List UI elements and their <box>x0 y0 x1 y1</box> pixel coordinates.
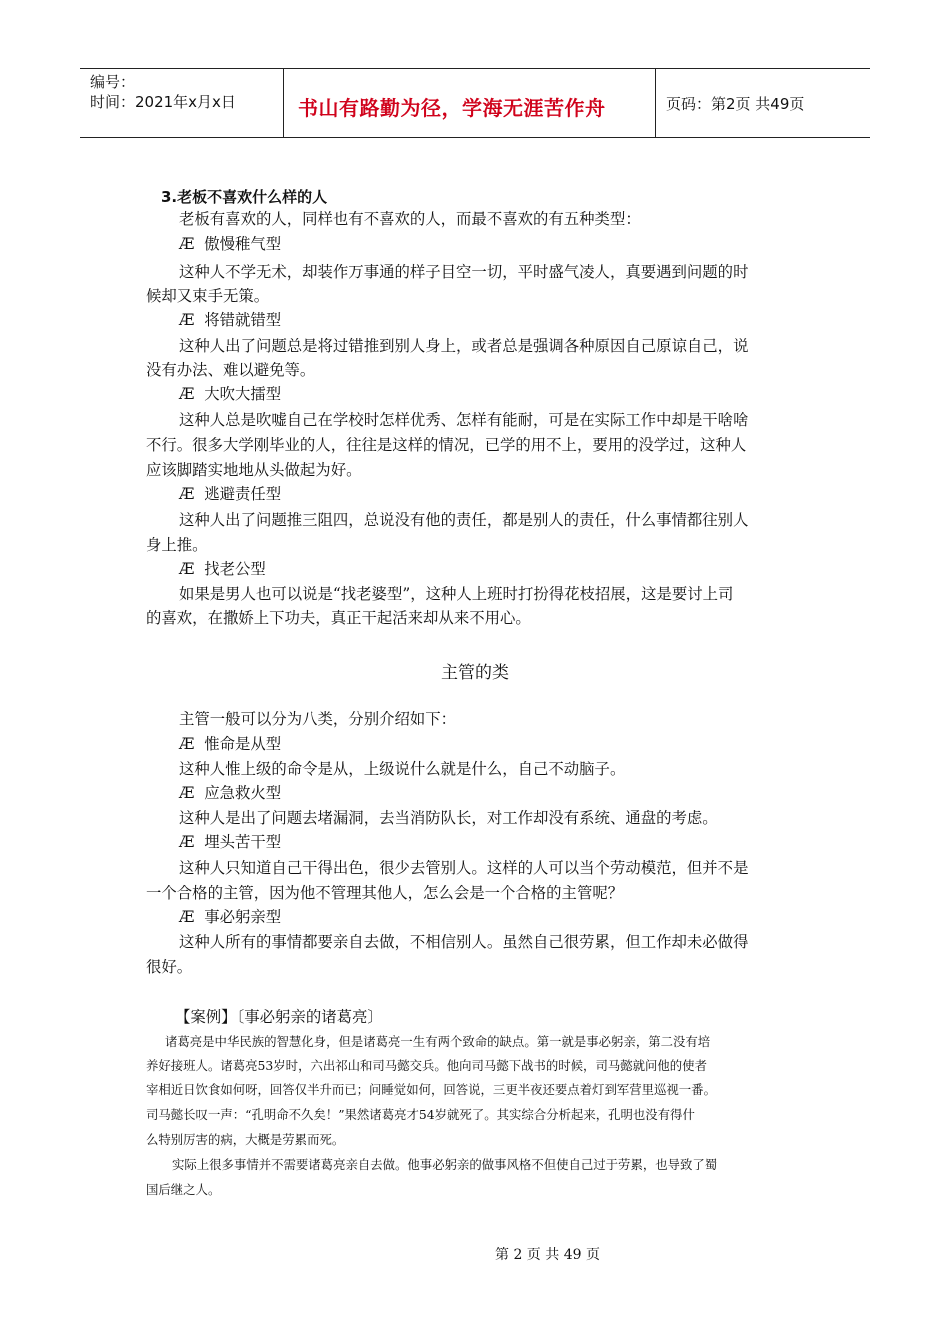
bullet-symbol: Æ <box>179 833 195 851</box>
paragraph: 主管一般可以分为八类，分别介绍如下： <box>179 710 457 728</box>
bullet-item <box>179 482 281 507</box>
paragraph: 老板有喜欢的人，同样也有不喜欢的人，而最不喜欢的有五种类型： <box>179 210 641 228</box>
bullet-item <box>179 557 266 582</box>
page-footer: 第 2 页 共 49 页 <box>495 1247 600 1263</box>
case-header <box>175 1005 383 1030</box>
bullet-title: 埋头苦干型 <box>204 833 282 851</box>
bullet-item <box>179 308 281 333</box>
bullet-item <box>179 781 281 806</box>
paragraph-line: 这种人不学无术，却装作万事通的样子目空一切，平时盛气凌人，真要遇到问题的时 <box>179 263 749 281</box>
bullet-symbol: Æ <box>179 311 195 329</box>
paragraph-line: 很好。 <box>146 958 193 976</box>
header-motto: 书山有路勤为径，学海无涯苦作舟 <box>298 96 606 120</box>
bullet-item <box>179 830 281 855</box>
page-header <box>80 68 870 138</box>
paragraph-line: 这种人只知道自己干得出色，很少去管别人。这样的人可以当个劳动模范，但并不是 <box>179 859 749 877</box>
case-line: 实际上很多事情并不需要诸葛亮亲自去做。他事必躬亲的做事风格不但使自己过于劳累，也导致了蜀 <box>172 1157 718 1172</box>
paragraph-line: 这种人惟上级的命令是从，上级说什么就是什么，自己不动脑子。 <box>179 760 626 778</box>
bullet-symbol: Æ <box>179 908 195 926</box>
case-line: 国后继之人。 <box>146 1182 221 1197</box>
bullet-symbol: Æ <box>179 735 195 753</box>
section-heading: 3.老板不喜欢什么样的人 <box>161 188 328 206</box>
bullet-symbol: Æ <box>179 235 195 253</box>
paragraph-line: 如果是男人也可以说是“找老婆型”，这种人上班时打扮得花枝招展，这是要讨上司 <box>179 585 734 603</box>
header-divider <box>655 69 656 137</box>
bullet-title: 事必躬亲型 <box>204 908 282 926</box>
header-time-label: 时间：2021年x月x日 <box>90 93 236 111</box>
paragraph-line: 不行。很多大学刚毕业的人，往往是这样的情况，已学的用不上，要用的没学过，这种人 <box>146 436 747 454</box>
bullet-title: 傲慢稚气型 <box>204 235 282 253</box>
bullet-title: 应急救火型 <box>204 784 282 802</box>
case-line: 司马懿长叹一声：“孔明命不久矣！”果然诸葛亮才54岁就死了。其实综合分析起来，孔明也没有得什 <box>146 1107 695 1122</box>
paragraph-line: 这种人是出了问题去堵漏洞，去当消防队长，对工作却没有系统、通盘的考虑。 <box>179 809 718 827</box>
paragraph-line: 这种人出了问题总是将过错推到别人身上，或者总是强调各种原因自己原谅自己，说 <box>179 337 749 355</box>
bullet-item <box>179 232 281 257</box>
case-title: 〔事必躬亲的诸葛亮〕 <box>236 1008 383 1026</box>
section-title: 主管的类 <box>441 663 509 683</box>
paragraph-line: 一个合格的主管，因为他不管理其他人，怎么会是一个合格的主管呢？ <box>146 884 624 902</box>
bullet-title: 找老公型 <box>204 560 266 578</box>
case-line: 养好接班人。诸葛亮53岁时，六出祁山和司马懿交兵。他向司马懿下战书的时候，司马懿就问他的使者 <box>146 1058 707 1073</box>
bullet-title: 惟命是从型 <box>204 735 282 753</box>
bullet-symbol: Æ <box>179 560 195 578</box>
bullet-title: 大吹大擂型 <box>204 385 282 403</box>
bullet-item <box>179 732 281 757</box>
paragraph-line: 身上推。 <box>146 536 208 554</box>
case-line: 宰相近日饮食如何呀，回答仅半升而已；问睡觉如何，回答说，三更半夜还要点着灯到军营里巡视一番。 <box>146 1082 716 1097</box>
paragraph-line: 这种人所有的事情都要亲自去做，不相信别人。虽然自己很劳累，但工作却未必做得 <box>179 933 749 951</box>
bullet-symbol: Æ <box>179 485 195 503</box>
paragraph-line: 没有办法、难以避免等。 <box>146 361 316 379</box>
bullet-item <box>179 382 281 407</box>
paragraph-line: 候却又束手无策。 <box>146 287 270 305</box>
header-page-info: 页码：第2页 共49页 <box>666 95 805 113</box>
paragraph-line: 这种人总是吹嘘自己在学校时怎样优秀、怎样有能耐，可是在实际工作中却是干啥啥 <box>179 411 749 429</box>
paragraph-line: 应该脚踏实地地从头做起为好。 <box>146 461 362 479</box>
header-code-label: 编号： <box>90 73 136 91</box>
bullet-item <box>179 905 281 930</box>
bullet-symbol: Æ <box>179 385 195 403</box>
paragraph-line: 这种人出了问题推三阻四，总说没有他的责任，都是别人的责任，什么事情都往别人 <box>179 511 749 529</box>
paragraph-line: 的喜欢，在撒娇上下功夫，真正干起活来却从来不用心。 <box>146 609 531 627</box>
bullet-title: 逃避责任型 <box>204 485 282 503</box>
header-divider <box>283 69 284 137</box>
case-line: 诸葛亮是中华民族的智慧化身，但是诸葛亮一生有两个致命的缺点。第一就是事必躬亲，第二没有培 <box>165 1034 711 1049</box>
bullet-title: 将错就错型 <box>204 311 282 329</box>
case-line: 么特别厉害的病，大概是劳累而死。 <box>146 1132 345 1147</box>
case-label: 【案例】 <box>175 1008 237 1026</box>
bullet-symbol: Æ <box>179 784 195 802</box>
